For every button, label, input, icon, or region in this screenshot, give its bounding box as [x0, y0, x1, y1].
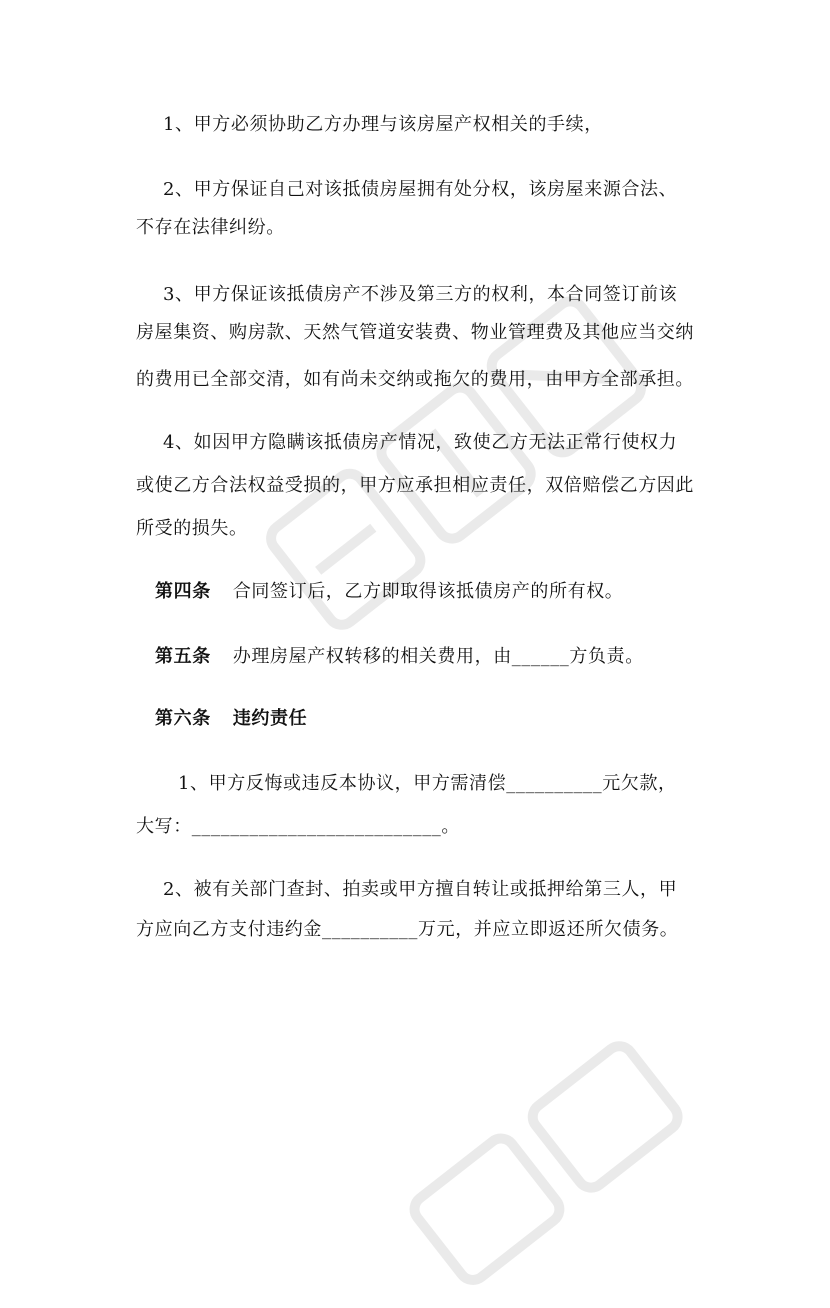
clause-4-line-3: 所受的损失。: [136, 518, 248, 539]
clause-3-line-1: 3、甲方保证该抵债房产不涉及第三方的权利，本合同签订前该: [163, 284, 678, 305]
clause-2-line-1: 2、甲方保证自己对该抵债房屋拥有处分权，该房屋来源合法、: [163, 179, 678, 200]
article-6-item-2-line-1: 2、被有关部门查封、拍卖或甲方擅自转让或抵押给第三人，甲: [163, 879, 678, 900]
clause-3-line-3: 的费用已全部交清，如有尚未交纳或拖欠的费用，由甲方全部承担。: [136, 369, 694, 390]
article-5-text: 办理房屋产权转移的相关费用，由______方负责。: [232, 646, 644, 667]
article-4-text: 合同签订后，乙方即取得该抵债房产的所有权。: [232, 581, 624, 602]
clause-4-line-1: 4、如因甲方隐瞒该抵债房产情况，致使乙方无法正常行使权力: [163, 432, 678, 453]
article-6-heading: 违约责任: [232, 708, 308, 729]
article-5: [155, 645, 644, 669]
clause-3-line-2: 房屋集资、购房款、天然气管道安装费、物业管理费及其他应当交纳: [136, 322, 694, 343]
watermark-icon: [389, 1012, 712, 1307]
clause-4-line-2: 或使乙方合法权益受损的，甲方应承担相应责任，双倍赔偿乙方因此: [136, 475, 694, 496]
article-6-item-1-line-2: 大写：__________________________。: [136, 816, 460, 837]
article-4: [155, 580, 623, 604]
article-6-item-1-line-1: 1、甲方反悔或违反本协议，甲方需清偿__________元欠款，: [178, 773, 677, 794]
article-6: [155, 707, 307, 731]
article-5-title: 第五条: [155, 646, 211, 667]
article-6-title: 第六条: [155, 708, 211, 729]
article-6-item-2-line-2: 方应向乙方支付违约金__________万元，并应立即返还所欠债务。: [136, 919, 679, 940]
clause-1-line-1: 1、甲方必须协助乙方办理与该房屋产权相关的手续，: [163, 114, 603, 135]
article-4-title: 第四条: [155, 581, 211, 602]
clause-2-line-2: 不存在法律纠纷。: [136, 217, 285, 238]
